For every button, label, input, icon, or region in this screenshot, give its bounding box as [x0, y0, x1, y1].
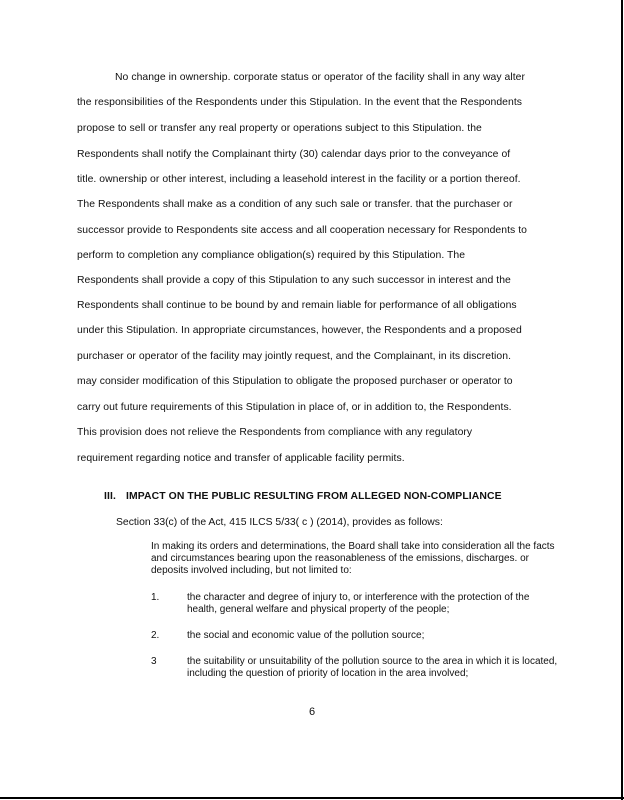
paragraph-line: requirement regarding notice and transfer of applicable facility permits.: [77, 453, 405, 464]
paragraph-line: purchaser or operator of the facility may jointly request, and the Complainant, in its discretion.: [77, 351, 512, 362]
statute-quote: In making its orders and determinations, the Board shall take into consideration all the facts and circumstances bearing upon the reasonableness of the emissions, discharges. or deposits involved including, but not limited to:: [151, 541, 555, 577]
paragraph-line: perform to completion any compliance obligation(s) required by this Stipulation. The: [77, 250, 466, 261]
paragraph-line: carry out future requirements of this Stipulation in place of, or in addition to, the Respondents.: [77, 402, 512, 413]
list-item-text: the suitability or unsuitability of the pollution source to the area in which it is located, including the question of priority of location in the area involved;: [187, 656, 558, 680]
paragraph-line: The Respondents shall make as a condition of any such sale or transfer. that the purchaser or: [77, 199, 513, 210]
list-item-text: the character and degree of injury to, or interference with the protection of the health, general welfare and physical property of the people;: [187, 592, 530, 616]
list-item-number: 3: [151, 656, 157, 667]
paragraph-line: propose to sell or transfer any real property or operations subject to this Stipulation. the: [77, 123, 482, 134]
paragraph-line: Respondents shall provide a copy of this Stipulation to any such successor in interest and the: [77, 275, 511, 286]
scan-edge-bottom: [0, 797, 624, 799]
paragraph-line: the responsibilities of the Respondents under this Stipulation. In the event that the Respondents: [77, 97, 523, 108]
paragraph-line: successor provide to Respondents site access and all cooperation necessary for Respondents to: [77, 225, 527, 236]
page-number: 6: [308, 706, 316, 718]
paragraph-line: No change in ownership. corporate status or operator of the facility shall in any way alter: [115, 72, 525, 83]
paragraph-line: This provision does not relieve the Respondents from compliance with any regulatory: [77, 427, 473, 438]
list-item-number: 2.: [151, 630, 160, 641]
list-item-text: the social and economic value of the pollution source;: [187, 630, 425, 641]
section-number: III.: [104, 491, 116, 502]
paragraph-line: may consider modification of this Stipulation to obligate the proposed purchaser or operator to: [77, 376, 513, 387]
section-heading: [104, 491, 502, 502]
paragraph-line: Respondents shall continue to be bound by and remain liable for performance of all obligations: [77, 300, 517, 311]
scan-edge-right: [621, 0, 623, 800]
paragraph-line: under this Stipulation. In appropriate circumstances, however, the Respondents and a proposed: [77, 325, 522, 336]
paragraph-line: Respondents shall notify the Complainant thirty (30) calendar days prior to the conveyance of: [77, 149, 511, 160]
list-item-number: 1.: [151, 592, 160, 603]
section-intro: Section 33(c) of the Act, 415 ILCS 5/33( c ) (2014), provides as follows:: [116, 517, 443, 528]
paragraph-line: title. ownership or other interest, including a leasehold interest in the facility or a portion thereof.: [77, 174, 521, 185]
section-title: IMPACT ON THE PUBLIC RESULTING FROM ALLEGED NON-COMPLIANCE: [126, 491, 502, 502]
